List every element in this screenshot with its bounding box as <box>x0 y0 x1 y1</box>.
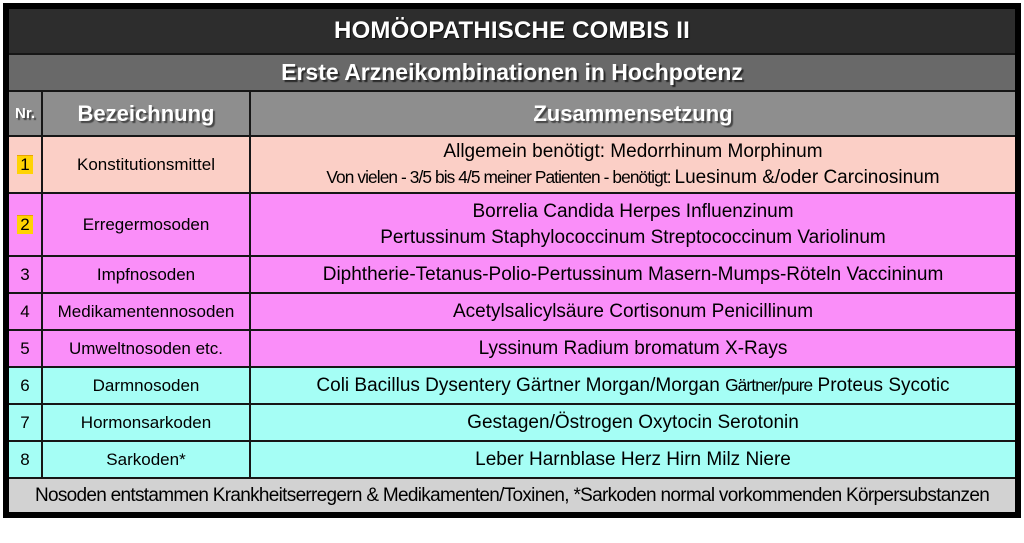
composition-line <box>255 373 1011 399</box>
composition-text: Pertussinum Staphylococcinum Streptococcinum Variolinum <box>380 226 886 248</box>
composition-cell <box>250 256 1018 293</box>
composition-text: Proteus Sycotic <box>812 374 950 396</box>
composition-line <box>255 299 1011 325</box>
designation-cell: Medikamentennosoden <box>42 293 250 330</box>
composition-text: Gärtner/pure <box>725 374 813 395</box>
designation-cell: Umweltnosoden etc. <box>42 330 250 367</box>
row-number: 3 <box>20 264 30 284</box>
composition-cell <box>250 404 1018 441</box>
row-number-highlighted: 1 <box>17 155 32 174</box>
table-row <box>6 404 1018 441</box>
composition-line <box>255 139 1011 165</box>
composition-line <box>255 336 1011 362</box>
composition-cell <box>250 193 1018 256</box>
composition-line <box>255 262 1011 288</box>
row-number-cell <box>6 136 42 193</box>
table-body <box>6 136 1018 478</box>
designation-cell: Impfnosoden <box>42 256 250 293</box>
composition-line <box>255 199 1011 225</box>
table-row <box>6 441 1018 478</box>
table-row <box>6 293 1018 330</box>
designation-cell: Sarkoden* <box>42 441 250 478</box>
composition-text: Acetylsalicylsäure Cortisonum Penicillinum <box>452 300 814 322</box>
column-header-bezeichnung: Bezeichnung <box>42 91 250 136</box>
composition-text: Lyssinum Radium bromatum X-Rays <box>478 337 788 359</box>
composition-text: Borrelia Candida Herpes Influenzinum <box>472 200 794 222</box>
page-title: HOMÖOPATHISCHE COMBIS II <box>6 6 1018 54</box>
title-row <box>6 6 1018 54</box>
row-number-cell <box>6 441 42 478</box>
row-number-cell <box>6 256 42 293</box>
row-number-highlighted: 2 <box>17 215 32 234</box>
column-header-nr: Nr. <box>6 91 42 136</box>
subtitle-row <box>6 54 1018 91</box>
row-number-cell <box>6 293 42 330</box>
row-number-cell <box>6 193 42 256</box>
row-number: 7 <box>20 412 30 432</box>
composition-cell <box>250 330 1018 367</box>
row-number: 8 <box>20 449 30 469</box>
composition-line <box>255 410 1011 436</box>
column-header-zusammensetzung: Zusammensetzung <box>250 91 1018 136</box>
composition-text: Coli Bacillus Dysentery Gärtner Morgan/Morgan <box>316 374 726 396</box>
composition-line <box>255 225 1011 251</box>
row-number-cell <box>6 367 42 404</box>
table-row <box>6 256 1018 293</box>
designation-cell: Hormonsarkoden <box>42 404 250 441</box>
designation-cell: Darmnosoden <box>42 367 250 404</box>
composition-line <box>255 165 1011 191</box>
composition-text: Luesinum &/oder Carcinosinum <box>674 166 940 188</box>
composition-cell <box>250 136 1018 193</box>
designation-cell: Erregermosoden <box>42 193 250 256</box>
composition-text: Von vielen - 3/5 bis 4/5 meiner Patienten - benötigt: <box>326 166 675 187</box>
row-number: 6 <box>20 375 30 395</box>
composition-cell <box>250 293 1018 330</box>
table-row <box>6 193 1018 256</box>
row-number: 5 <box>20 338 30 358</box>
row-number-cell <box>6 330 42 367</box>
designation-cell: Konstitutionsmittel <box>42 136 250 193</box>
combis-table <box>3 3 1021 518</box>
composition-cell <box>250 367 1018 404</box>
footnote-text: Nosoden entstammen Krankheitserregern & Medikamenten/Toxinen, *Sarkoden normal vorkommenden Körpersubstanzen <box>6 478 1018 515</box>
table-row <box>6 136 1018 193</box>
table-row <box>6 367 1018 404</box>
table-row <box>6 330 1018 367</box>
column-header-row <box>6 91 1018 136</box>
composition-text: Leber Harnblase Herz Hirn Milz Niere <box>475 448 791 470</box>
composition-line <box>255 447 1011 473</box>
row-number-cell <box>6 404 42 441</box>
composition-text: Allgemein benötigt: Medorrhinum Morphinum <box>443 140 823 162</box>
composition-cell <box>250 441 1018 478</box>
composition-text: Diphtherie-Tetanus-Polio-Pertussinum Masern-Mumps-Röteln Vaccininum <box>322 263 944 285</box>
page-subtitle: Erste Arzneikombinationen in Hochpotenz <box>6 54 1018 91</box>
composition-text: Gestagen/Östrogen Oxytocin Serotonin <box>467 411 799 433</box>
footnote-row <box>6 478 1018 515</box>
row-number: 4 <box>20 301 30 321</box>
